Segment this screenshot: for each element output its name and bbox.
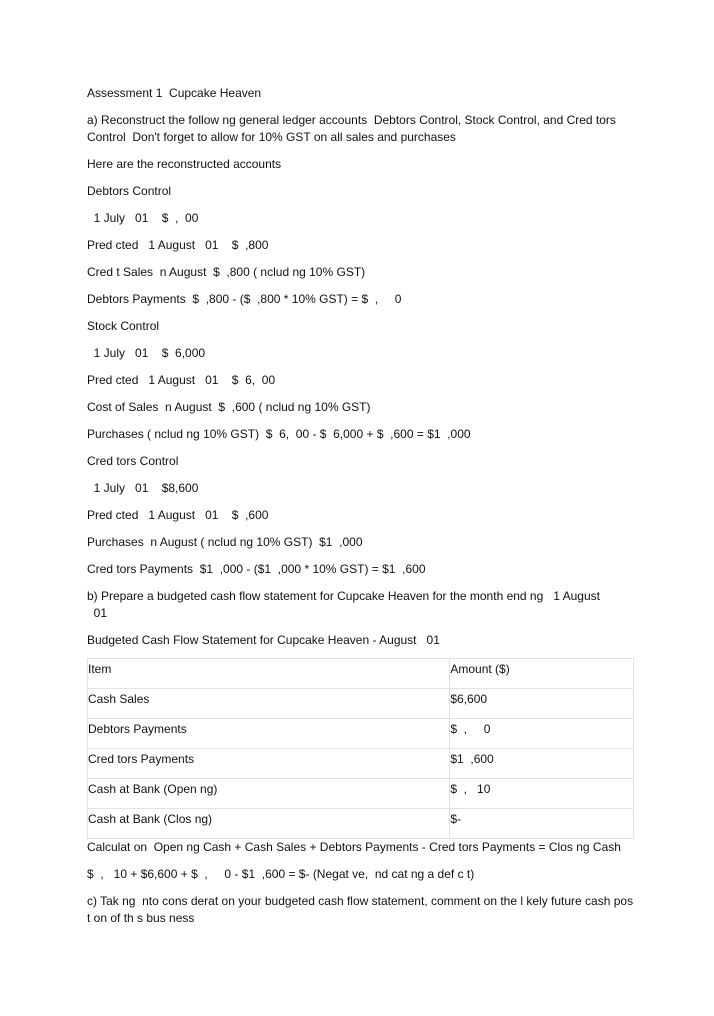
creditors-line: Cred tors Payments $1 ,000 - ($1 ,000 * 10% GST) = $1 ,600 <box>87 562 426 576</box>
cashflow-title: Budgeted Cash Flow Statement for Cupcake Heaven - August 01 <box>87 633 440 647</box>
table-cell-amount: $6,600 <box>450 689 634 719</box>
table-cell-amount: $ , 10 <box>450 779 634 809</box>
debtors-line: 1 July 01 $ , 00 <box>87 211 199 225</box>
table-cell-item: Debtors Payments <box>88 719 450 749</box>
part-b-prompt: b) Prepare a budgeted cash flow statement for Cupcake Heaven for the month end ng 1 August 01 <box>87 589 600 620</box>
debtors-line: Pred cted 1 August 01 $ ,800 <box>87 238 269 252</box>
table-cell-item: Cash at Bank (Open ng) <box>88 779 450 809</box>
creditors-heading: Cred tors Control <box>87 454 179 468</box>
table-row <box>88 749 634 779</box>
table-header-row <box>88 659 634 689</box>
document-title: Assessment 1 Cupcake Heaven <box>87 86 262 100</box>
intro-text: Here are the reconstructed accounts <box>87 157 282 171</box>
table-cell-item: Cash Sales <box>88 689 450 719</box>
creditors-line: 1 July 01 $8,600 <box>87 481 199 495</box>
debtors-line: Debtors Payments $ ,800 - ($ ,800 * 10% GST) = $ , 0 <box>87 292 402 306</box>
stock-line: 1 July 01 $ 6,000 <box>87 346 206 360</box>
table-row <box>88 689 634 719</box>
table-cell-amount: $ , 0 <box>450 719 634 749</box>
table-row <box>88 779 634 809</box>
document-page <box>87 85 637 937</box>
table-cell-amount: $- <box>450 809 634 839</box>
table-header-cell: Amount ($) <box>450 659 634 689</box>
cashflow-table <box>87 658 634 839</box>
part-c-prompt: c) Tak ng nto cons derat on your budgeted cash flow statement, comment on the l kely future cash pos t on of th s bus ness <box>87 894 637 925</box>
stock-line: Pred cted 1 August 01 $ 6, 00 <box>87 373 276 387</box>
table-cell-item: Cash at Bank (Clos ng) <box>88 809 450 839</box>
table-row <box>88 719 634 749</box>
table-cell-item: Cred tors Payments <box>88 749 450 779</box>
calculation-text: Calculat on Open ng Cash + Cash Sales + Debtors Payments - Cred tors Payments = Clos ng Cash <box>87 840 621 854</box>
debtors-heading: Debtors Control <box>87 184 172 198</box>
part-a-prompt: a) Reconstruct the follow ng general ledger accounts Debtors Control, Stock Control, and Cred tors Control Don't forget to allow for 10% GST on all sales and purchases <box>87 113 620 144</box>
stock-line: Cost of Sales n August $ ,600 ( nclud ng 10% GST) <box>87 400 371 414</box>
table-row <box>88 809 634 839</box>
creditors-line: Purchases n August ( nclud ng 10% GST) $1 ,000 <box>87 535 363 549</box>
stock-heading: Stock Control <box>87 319 160 333</box>
table-header-cell: Item <box>88 659 450 689</box>
creditors-line: Pred cted 1 August 01 $ ,600 <box>87 508 269 522</box>
debtors-line: Cred t Sales n August $ ,800 ( nclud ng 10% GST) <box>87 265 366 279</box>
calculation-line: $ , 10 + $6,600 + $ , 0 - $1 ,600 = $- (Negat ve, nd cat ng a def c t) <box>87 867 475 881</box>
stock-line: Purchases ( nclud ng 10% GST) $ 6, 00 - $ 6,000 + $ ,600 = $1 ,000 <box>87 427 471 441</box>
table-cell-amount: $1 ,600 <box>450 749 634 779</box>
